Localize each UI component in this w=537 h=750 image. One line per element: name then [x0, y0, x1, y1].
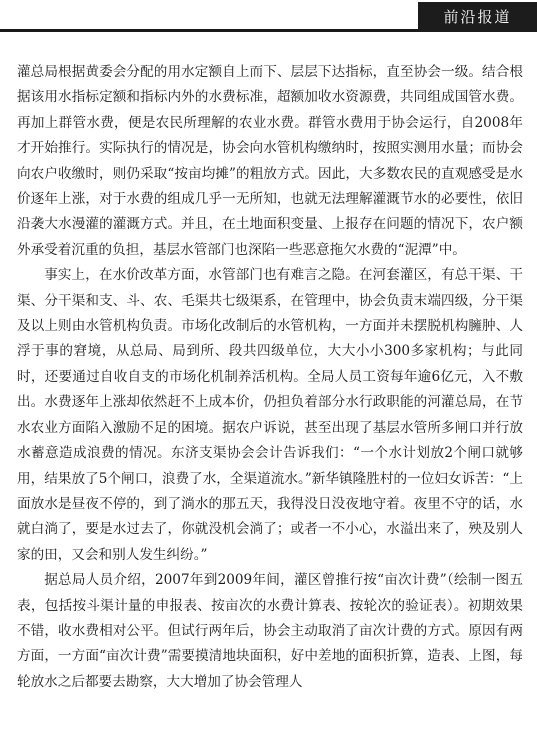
- section-label: 前沿报道: [418, 2, 537, 32]
- page-header: [0, 0, 537, 40]
- article-paragraph-2: 事实上，在水价改革方面，水管部门也有难言之隐。在河套灌区，有总干渠、干渠、分干渠和支、斗、农、毛渠共七级渠系，在管理中，协会负责末端四级，分干渠及以上则由水管机构负责。市场化改制后的水管机构，一方面并未摆脱机构臃肿、人浮于事的窘境，从总局、局到所、段共四级单位，大大小小300多家机构；与此同时，还要通过自收自支的市场化机制养活机构。全局人员工资每年逾6亿元，入不敷出。水费逐年上涨却依然赶不上成本价，仍担负着部分水行政职能的河灌总局，在节水农业方面陷入激励不足的困境。据农户诉说，甚至出现了基层水管所多闸口并行放水蓄意造成浪费的情况。东济支渠协会会计告诉我们：“一个水计划放2个闸口就够用，结果放了5个闸口，浪费了水，全渠道流水。”新华镇隆胜村的一位妇女诉苦：“上面放水是昼夜不停的，到了淌水的那五天，我得没日没夜地守着。夜里不守的话，水就白淌了，要是水过去了，你就没机会淌了；或者一不小心，水溢出来了，殃及别人家的田，又会和别人发生纠纷。”: [17, 267, 523, 563]
- article-paragraph-3: 据总局人员介绍，2007年到2009年间，灌区曾推行按“亩次计费”（绘制一图五表，包括按斗渠计量的申报表、按亩次的水费计算表、按轮次的验证表）。初期效果不错，收水费相对公平。但试行两年后，协会主动取消了亩次计费的方式。原因有两方面，一方面“亩次计费”需要摸清地块面积，好中差地的面积折算，造表、上图，每轮放水之后都要去勘察，大大增加了协会管理人: [17, 572, 523, 690]
- article-body: [17, 60, 523, 695]
- article-paragraph-1: 灌总局根据黄委会分配的用水定额自上而下、层层下达指标，直至协会一级。结合根据该用水指标定额和指标内外的水费标准，超额加收水资源费，共同组成国管水费。再加上群管水费，便是农民所理解的农业水费。群管水费用于协会运行，自2008年才开始推行。实际执行的情况是，协会向水管机构缴纳时，按照实测用水量；而协会向农户收缴时，则仍采取“按亩均摊”的粗放方式。因此，大多数农民的直观感受是水价逐年上涨，对于水费的组成几乎一无所知，也就无法理解灌溉节水的必要性，依旧沿袭大水漫灌的灌溉方式。并且，在土地面积变量、上报存在问题的情况下，农户额外承受着沉重的负担，基层水管部门也深陷一些恶意拖欠水费的“泥潭”中。: [17, 64, 523, 258]
